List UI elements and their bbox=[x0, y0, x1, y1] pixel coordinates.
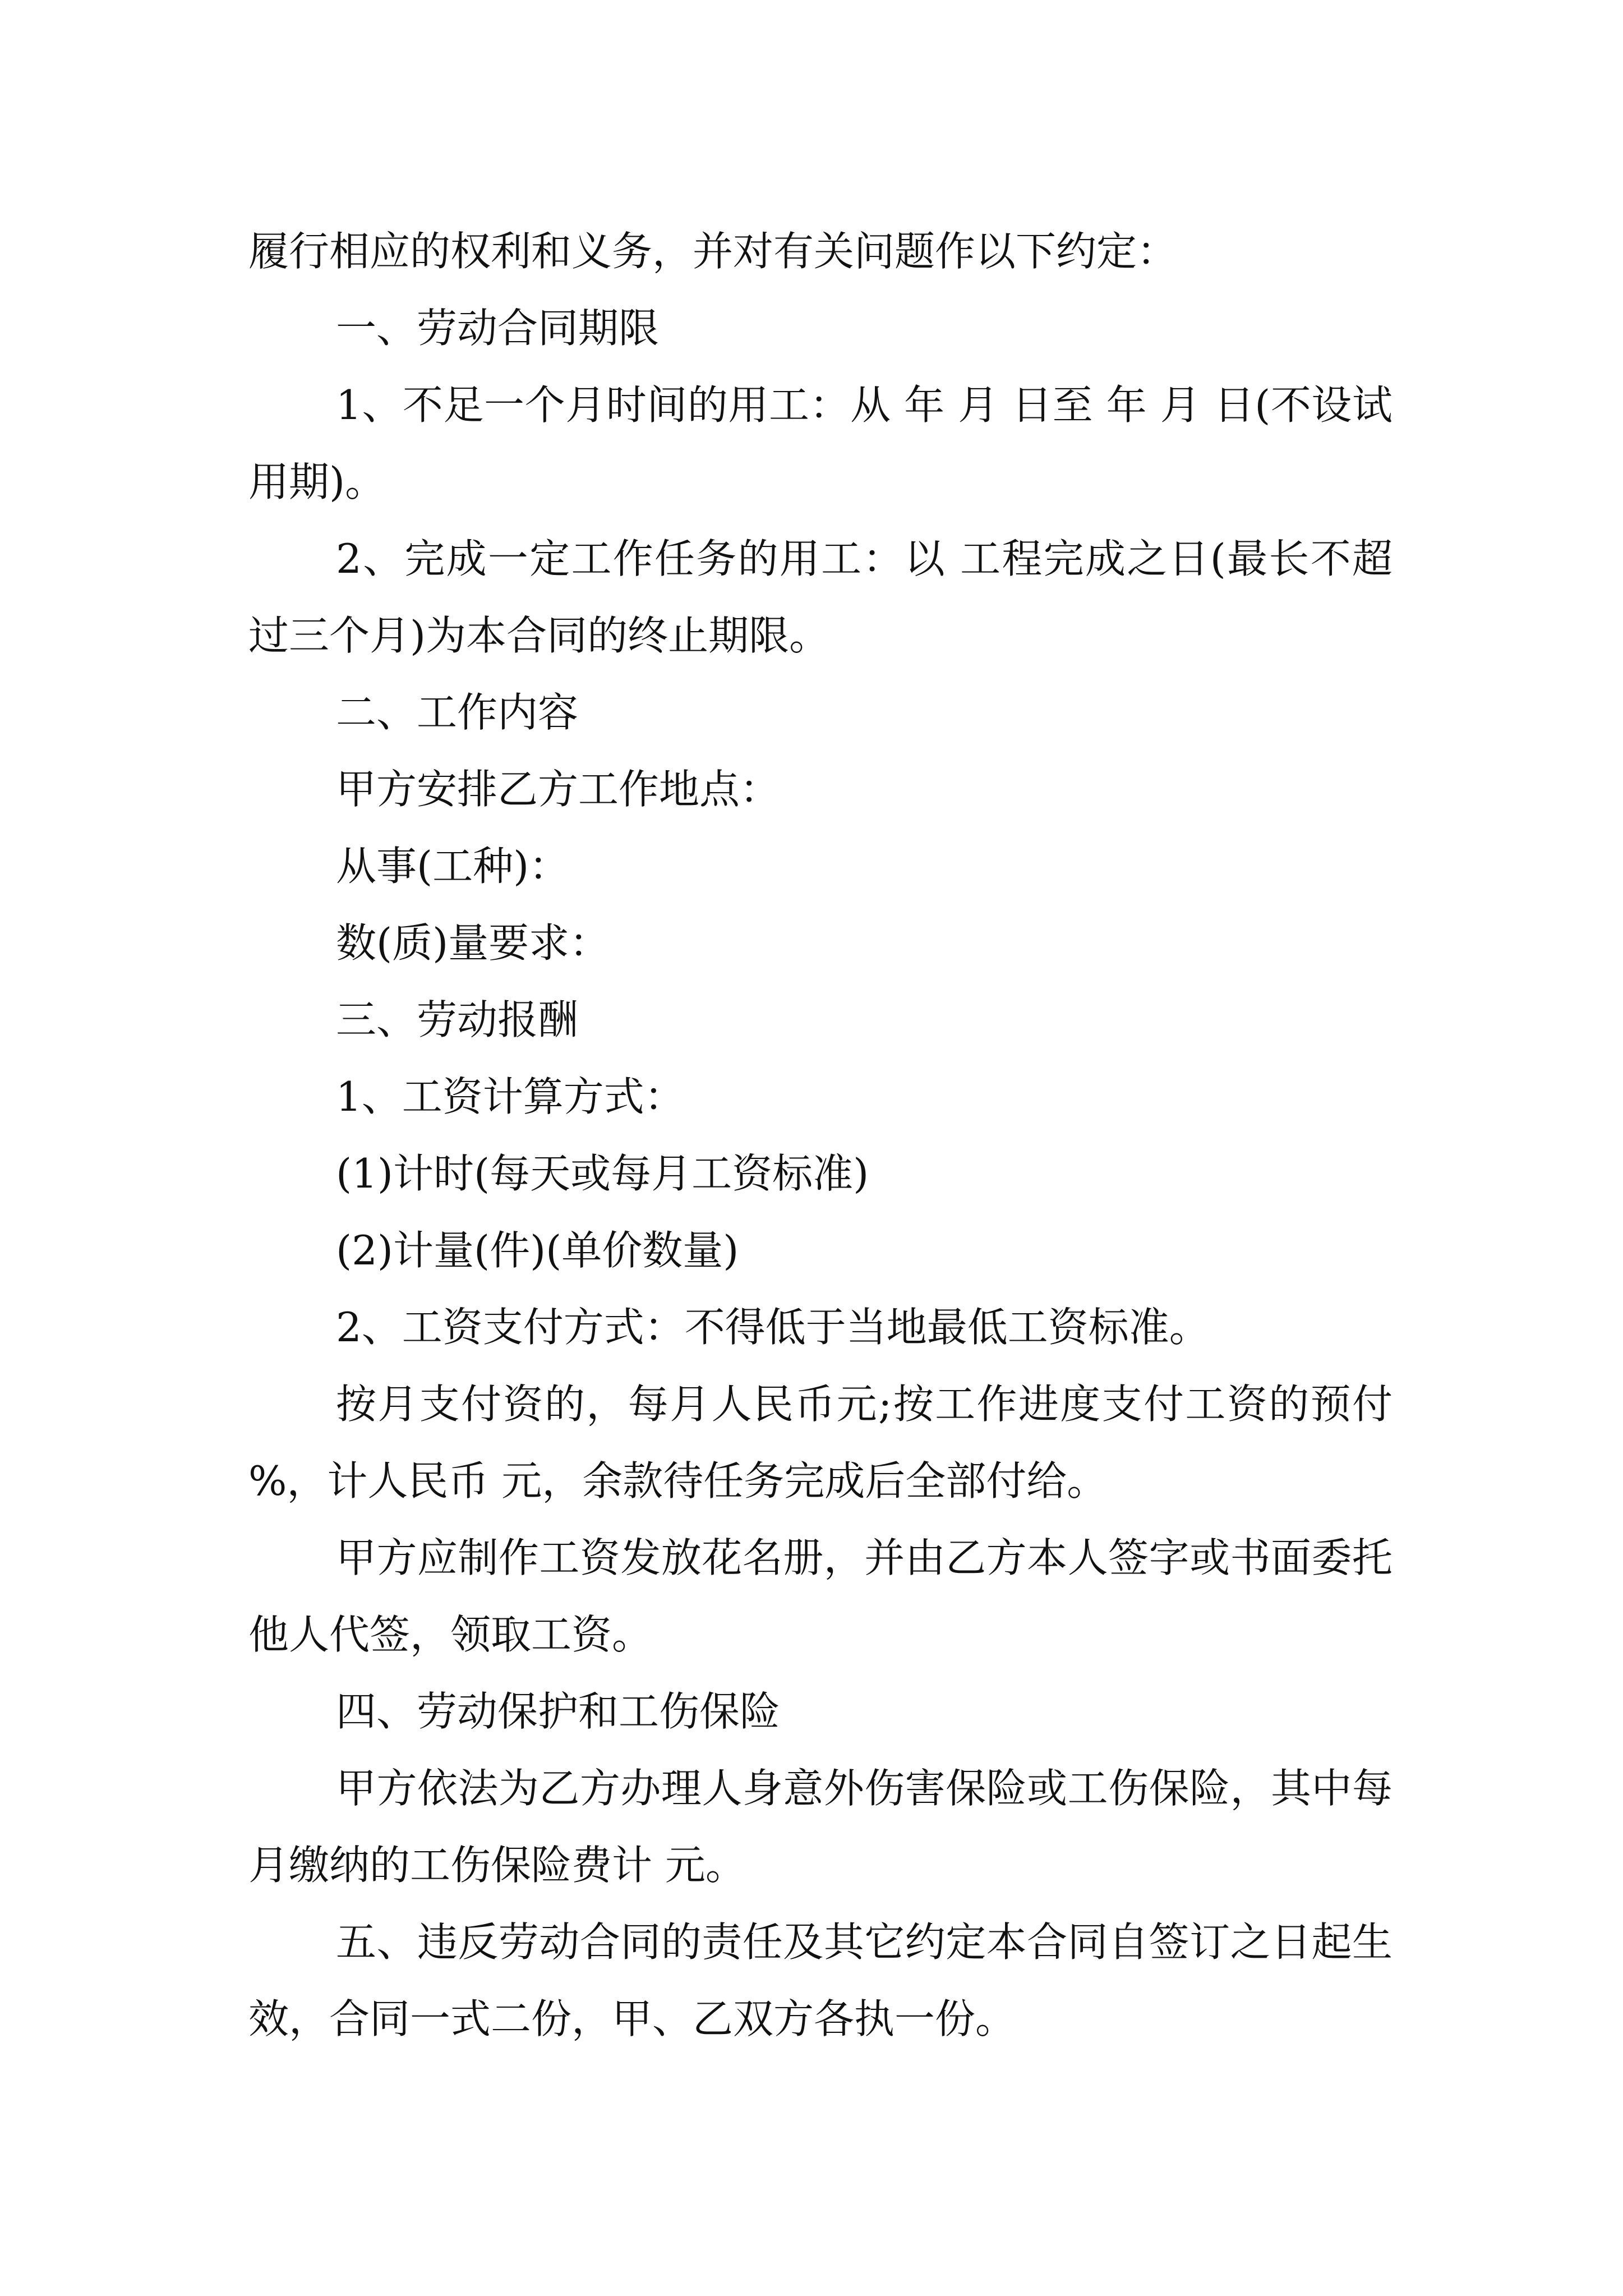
section-heading-liability: 五、违反劳动合同的责任及其它约定本合同自签订之日起生效，合同一式二份，甲、乙双方各执一份。 bbox=[248, 1918, 1393, 2042]
paragraph-term-short: 1、不足一个月时间的用工：从 年 月 日至 年 月 日(不设试用期)。 bbox=[248, 381, 1393, 505]
paragraph-work-type: 从事(工种)： bbox=[336, 843, 570, 890]
paragraph-quantity-quality: 数(质)量要求： bbox=[336, 919, 610, 967]
section-heading-work-content: 二、工作内容 bbox=[336, 689, 579, 736]
paragraph-intro-continuation: 履行相应的权利和义务，并对有关问题作以下约定： bbox=[248, 228, 1178, 275]
paragraph-term-task: 2、完成一定工作任务的用工：以 工程完成之日(最长不超过三个月)为本合同的终止期限。 bbox=[248, 535, 1393, 659]
paragraph-piece-based: (2)计量(件)(单价数量) bbox=[336, 1227, 739, 1274]
document-body bbox=[248, 213, 1393, 2058]
paragraph-wage-payment: 2、工资支付方式：不得低于当地最低工资标准。 bbox=[336, 1304, 1210, 1351]
paragraph-insurance: 甲方依法为乙方办理人身意外伤害保险或工伤保险，其中每月缴纳的工伤保险费计 元。 bbox=[248, 1765, 1393, 1889]
paragraph-time-based: (1)计时(每天或每月工资标准) bbox=[336, 1150, 869, 1197]
paragraph-monthly-payment: 按月支付资的，每月人民币元;按工作进度支付工资的预付 %，计人民币 元，余款待任务完成后全部付给。 bbox=[248, 1381, 1393, 1504]
section-heading-remuneration: 三、劳动报酬 bbox=[336, 996, 579, 1043]
section-heading-protection-insurance: 四、劳动保护和工伤保险 bbox=[336, 1688, 781, 1735]
section-heading-contract-term: 一、劳动合同期限 bbox=[336, 305, 660, 352]
paragraph-payroll-roster: 甲方应制作工资发放花名册，并由乙方本人签字或书面委托他人代签，领取工资。 bbox=[248, 1534, 1393, 1658]
paragraph-work-location: 甲方安排乙方工作地点： bbox=[336, 766, 781, 813]
paragraph-wage-calculation: 1、工资计算方式： bbox=[336, 1073, 685, 1120]
